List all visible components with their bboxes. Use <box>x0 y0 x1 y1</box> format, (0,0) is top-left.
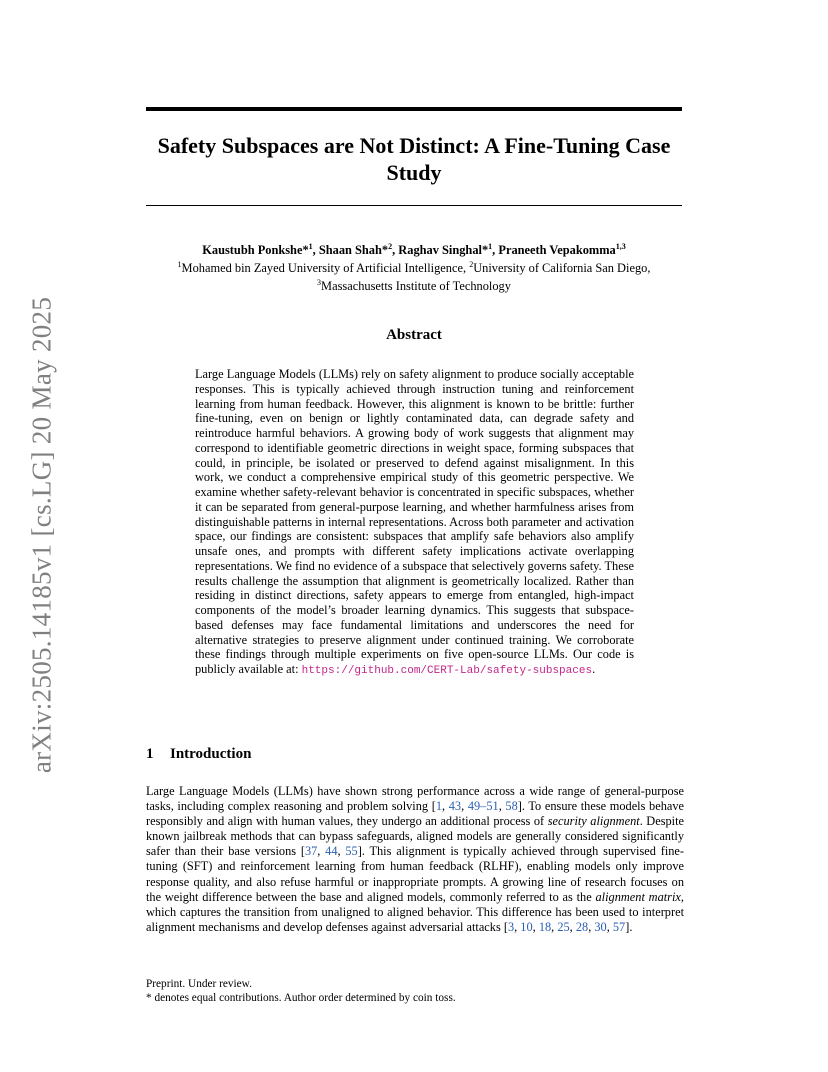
paper-title: Safety Subspaces are Not Distinct: A Fine-Tuning Case Study <box>157 133 671 185</box>
author-name: Kaustubh Ponkshe* <box>202 243 309 257</box>
section-title: Introduction <box>170 746 252 762</box>
citation-link[interactable]: 3 <box>507 919 515 934</box>
abstract-heading: Abstract <box>386 327 442 343</box>
title-rule-bottom <box>146 205 682 206</box>
author-affiliation-mark: 1,3 <box>615 241 626 251</box>
citation-link[interactable]: 49–51 <box>467 799 499 814</box>
affiliation: Mohamed bin Zayed University of Artificial Intelligence, <box>181 261 467 275</box>
introduction-paragraph: Large Language Models (LLMs) have shown strong performance across a wide range of general-purpose tasks, including complex reasoning and problem solving [1, 43, 49–51, 58]. To ensure these models behave responsibly and align with human values, they undergo an additional process of security alignment. Despite known jailbreak methods that can bypass safeguards, aligned models are generally considered significantly safer than their base versions [37, 44, 55]. This alignment is typically achieved through supervised fine-tuning (SFT) and reinforcement learning from human feedback (RLHF), enabling models only improve response quality, and also refuse harmful or inappropriate prompts. A growing line of research focuses on the weight difference between the base and aligned models, commonly referred to as the alignment matrix, which captures the transition from unaligned to aligned behavior. This difference has been used to interpret alignment mechanisms and develop defenses against adversarial attacks [3, 10, 18, 25, 28, 30, 57]. <box>146 784 685 934</box>
intro-text: . Despite known jailbreak methods that can bypass safeguards, aligned models are generally considered significantly safer than their base versions [ <box>146 814 685 859</box>
author-names: Kaustubh Ponkshe*$^1$, Shaan Shah*$^2$, Raghav Singhal*$^1$, Praneeth Vepakomma$^{1,3}$ <box>202 241 626 257</box>
intro-text: ]. To ensure these models behave responsibly and align with human values, they undergo an additional process of <box>146 799 685 829</box>
author-name: Praneeth Vepakomma <box>498 243 616 257</box>
citation-link[interactable]: 10 <box>520 919 533 934</box>
intro-text: , which captures the transition from unaligned to aligned behavior. This difference has been used to interpret alignment mechanisms and develop defenses against adversarial attacks [ <box>146 889 684 934</box>
citation-link[interactable]: 18 <box>538 919 552 934</box>
citation-link[interactable]: 44 <box>325 844 338 859</box>
section-number: 1 <box>146 746 154 762</box>
citation-link[interactable]: 28 <box>575 919 589 934</box>
author-name: Shaan Shah* <box>318 243 389 257</box>
author-affiliation-mark: 2 <box>388 241 393 251</box>
citation-link[interactable]: 58 <box>505 799 518 814</box>
author-block <box>120 241 708 295</box>
abstract-end: . <box>592 662 596 676</box>
author-affiliation-mark: 1 <box>308 241 313 251</box>
affiliations-line <box>120 277 708 295</box>
intro-text: ]. This alignment is typically achieved through supervised fine-tuning (SFT) and reinforcement learning from human feedback (RLHF), enabling models only improve response quality, and also refuse harmful or inappropriate prompts. A growing line of research focuses on the weight difference between the base and aligned models, commonly referred to as the <box>146 844 685 904</box>
affiliation: Massachusetts Institute of Technology <box>321 279 511 293</box>
citation-link[interactable]: 30 <box>594 919 607 934</box>
intro-emphasis: security alignment <box>547 814 640 829</box>
affiliation: University of California San Diego, <box>473 261 651 275</box>
intro-text: Large Language Models (LLMs) have shown strong performance across a wide range of general-purpose tasks, including complex reasoning and problem solving [ <box>146 784 684 814</box>
citation-link[interactable]: 43 <box>448 799 462 814</box>
arxiv-watermark: arXiv:2505.14185v1 [cs.LG] 20 May 2025 <box>26 296 57 774</box>
citation-link[interactable]: 37 <box>304 844 318 859</box>
footnote-equal-contribution: * denotes equal contributions. Author order determined by coin toss. <box>146 992 456 1004</box>
footnote-preprint: Preprint. Under review. <box>146 978 252 990</box>
citation-link[interactable]: 57 <box>612 919 626 934</box>
code-repository-link[interactable]: https://github.com/CERT-Lab/safety-subspaces <box>301 665 593 677</box>
intro-emphasis: alignment matrix <box>595 889 681 904</box>
title-rule-top <box>146 107 682 111</box>
abstract-body-text: Large Language Models (LLMs) rely on safety alignment to produce socially acceptable responses. This is typically achieved through instruction tuning and reinforcement learning from human feedback. However, this alignment is known to be brittle: further fine-tuning, even on benign or lightly contaminated data, can degrade safety and reintroduce harmful behaviors. A growing body of work suggests that alignment may correspond to identifiable geometric directions in weight space, forming subspaces that could, in principle, be isolated or preserved to defend against misalignment. In this work, we conduct a comprehensive empirical study of this geometric perspective. We examine whether safety-relevant behavior is concentrated in specific subspaces, whether it can be separated from general-purpose learning, and whether harmfulness arises from distinguishable patterns in internal representations. Across both parameter and activation space, our findings are consistent: subspaces that amplify safe behaviors also amplify unsafe ones, and prompts with different safety implications activate overlapping representations. We find no evidence of a subspace that selectively governs safety. These results challenge the assumption that alignment is geometrically localized. Rather than residing in distinct directions, safety appears to emerge from entangled, high-impact components of the model’s broader learning dynamics. This suggests that subspace-based defenses may face fundamental limitations and underscores the need for alternative strategies to preserve alignment under continued training. We corroborate these findings through multiple experiments on five open-source LLMs. Our code is publicly available at: <box>195 367 634 676</box>
citation-link[interactable]: 25 <box>557 919 570 934</box>
intro-text: ]. <box>625 919 633 934</box>
citation-link[interactable]: 55 <box>345 844 358 859</box>
section-heading-introduction <box>146 746 251 763</box>
affiliations-line <box>120 259 708 277</box>
author-name: Raghav Singhal* <box>398 243 489 257</box>
affiliation-mark: 2 <box>469 259 474 269</box>
affiliation-mark: 1 <box>177 259 182 269</box>
footnotes <box>146 977 682 1005</box>
abstract-text <box>195 367 634 679</box>
affiliation-mark: 3 <box>317 277 322 287</box>
citation-link[interactable]: 1 <box>435 799 443 814</box>
author-affiliation-mark: 1 <box>488 241 493 251</box>
